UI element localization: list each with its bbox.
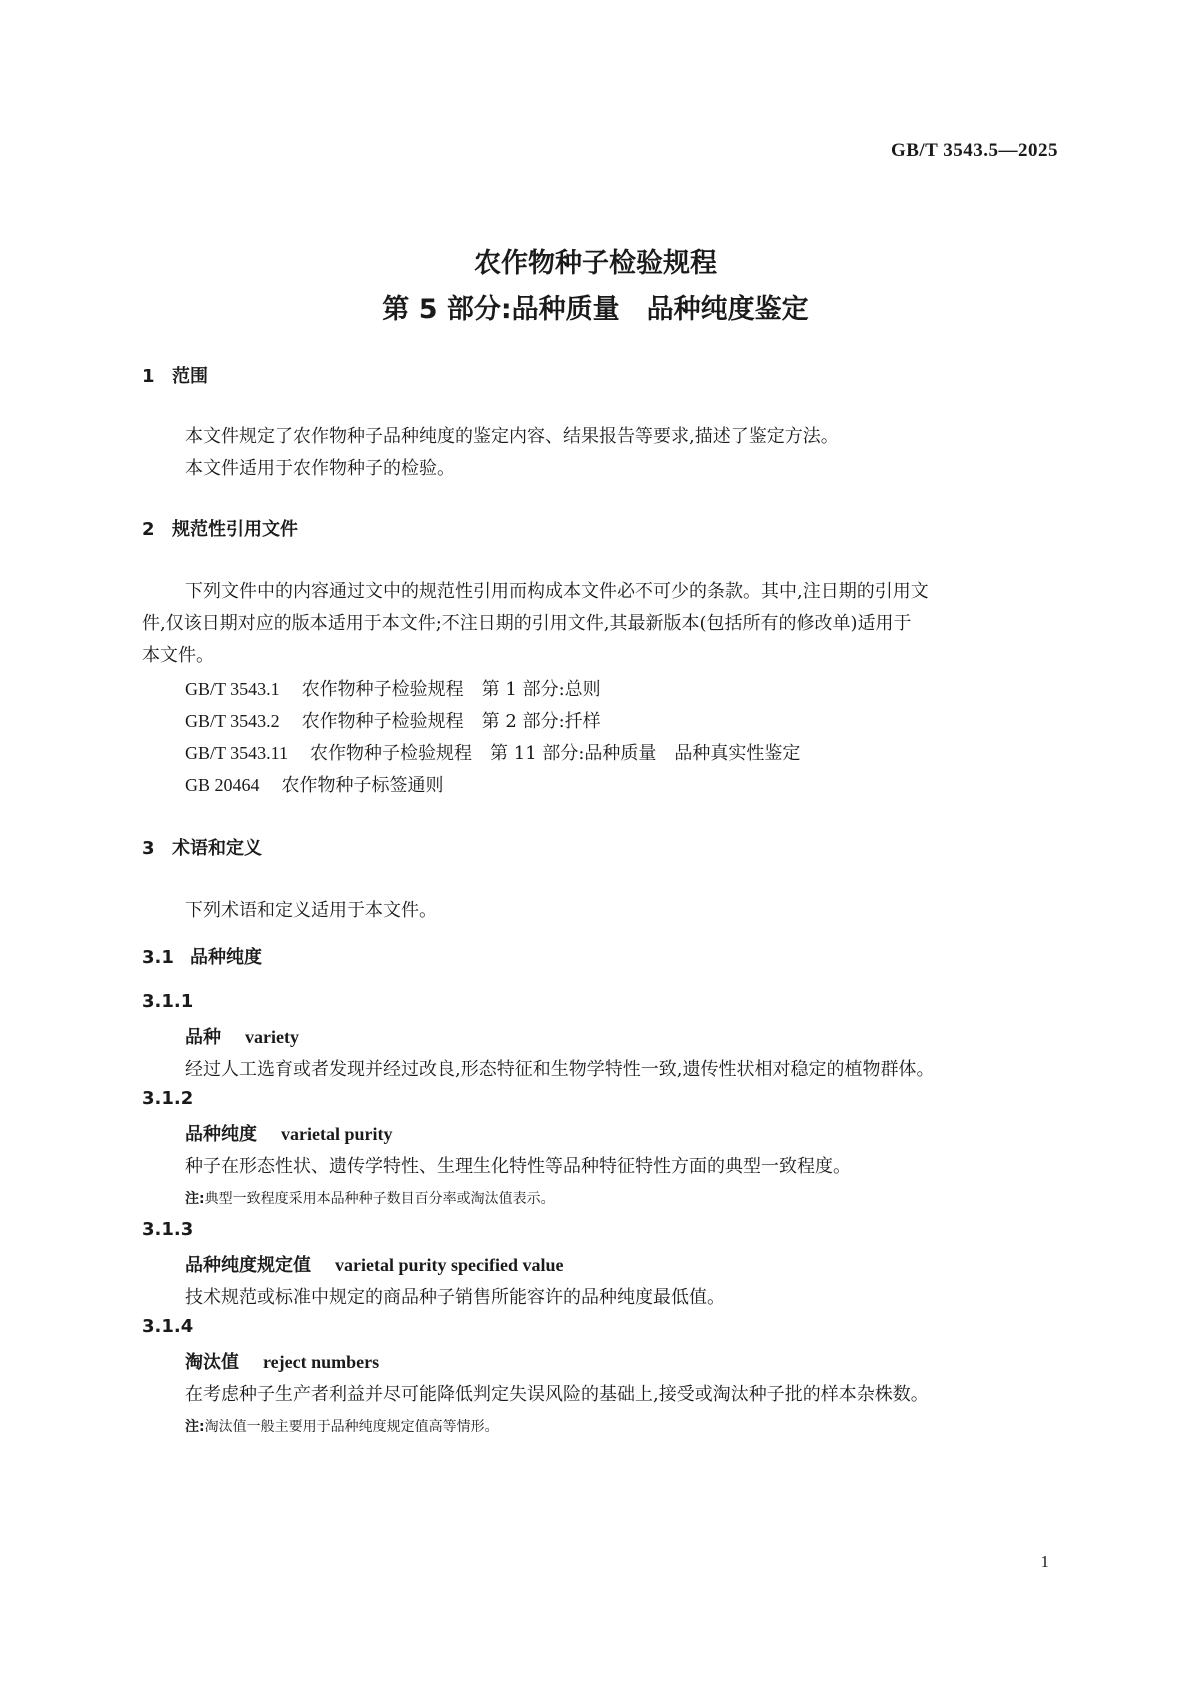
reference-code: GB/T 3543.2 — [185, 711, 280, 731]
term-english: varietal purity — [281, 1124, 393, 1144]
reference-code: GB/T 3543.1 — [185, 679, 280, 699]
section-title: 规范性引用文件 — [172, 519, 298, 540]
section-title: 范围 — [172, 366, 208, 387]
term-number: 3.1.1 — [142, 991, 194, 1012]
term-note — [185, 1416, 499, 1436]
section-number: 3 — [142, 838, 155, 859]
section-1-heading — [142, 362, 208, 388]
term-chinese: 品种纯度规定值 — [185, 1255, 311, 1276]
page-number: 1 — [1040, 1552, 1049, 1571]
term-entry — [185, 1251, 563, 1277]
term-english: varietal purity specified value — [335, 1255, 564, 1275]
paragraph: 本文件适用于农作物种子的检验。 — [185, 458, 455, 479]
standard-code: GB/T 3543.5—2025 — [890, 140, 1058, 161]
paragraph-continued: 本文件。 — [142, 645, 214, 666]
reference-title: 农作物种子检验规程 第 1 部分:总则 — [301, 679, 601, 700]
reference-code: GB 20464 — [185, 775, 260, 795]
term-number: 3.1.2 — [142, 1088, 194, 1109]
term-english: variety — [245, 1027, 299, 1047]
reference-code: GB/T 3543.11 — [185, 743, 289, 763]
term-definition: 在考虑种子生产者利益并尽可能降低判定失误风险的基础上,接受或淘汰种子批的样本杂株数。 — [185, 1384, 929, 1405]
term-entry — [185, 1023, 299, 1049]
note-label: 注: — [185, 1419, 205, 1435]
normative-reference — [185, 675, 601, 701]
reference-title: 农作物种子检验规程 第 2 部分:扦样 — [301, 711, 601, 732]
term-chinese: 品种 — [185, 1027, 221, 1048]
paragraph: 下列术语和定义适用于本文件。 — [185, 900, 437, 921]
subsection-number: 3.1 — [142, 947, 174, 968]
reference-title: 农作物种子检验规程 第 11 部分:品种质量 品种真实性鉴定 — [310, 743, 801, 764]
paragraph: 下列文件中的内容通过文中的规范性引用而构成本文件必不可少的条款。其中,注日期的引用文 — [185, 581, 929, 602]
title-line-1: 农作物种子检验规程 — [474, 248, 717, 279]
term-definition: 种子在形态性状、遗传学特性、生理生化特性等品种特征特性方面的典型一致程度。 — [185, 1156, 851, 1177]
term-chinese: 淘汰值 — [185, 1352, 239, 1373]
term-chinese: 品种纯度 — [185, 1124, 257, 1145]
reference-title: 农作物种子标签通则 — [281, 775, 444, 796]
note-text: 典型一致程度采用本品种种子数目百分率或淘汰值表示。 — [204, 1191, 555, 1207]
paragraph-continued: 件,仅该日期对应的版本适用于本文件;不注日期的引用文件,其最新版本(包括所有的修改单)适用于 — [142, 613, 912, 634]
normative-reference — [185, 771, 444, 797]
note-label: 注: — [185, 1191, 205, 1207]
subsection-title: 品种纯度 — [190, 947, 262, 968]
section-title: 术语和定义 — [172, 838, 262, 859]
term-english: reject numbers — [263, 1352, 380, 1372]
section-number: 2 — [142, 519, 155, 540]
paragraph: 本文件规定了农作物种子品种纯度的鉴定内容、结果报告等要求,描述了鉴定方法。 — [185, 426, 839, 447]
term-definition: 技术规范或标准中规定的商品种子销售所能容许的品种纯度最低值。 — [185, 1287, 725, 1308]
term-number: 3.1.4 — [142, 1316, 194, 1337]
normative-reference — [185, 739, 800, 765]
term-note — [185, 1188, 555, 1208]
term-entry — [185, 1348, 379, 1374]
title-line-2: 第 5 部分:品种质量 品种纯度鉴定 — [382, 294, 809, 325]
term-number: 3.1.3 — [142, 1219, 194, 1240]
subsection-3-1-heading — [142, 943, 262, 969]
term-entry — [185, 1120, 392, 1146]
section-number: 1 — [142, 366, 155, 387]
normative-reference — [185, 707, 601, 733]
section-2-heading — [142, 515, 298, 541]
section-3-heading — [142, 834, 262, 860]
term-definition: 经过人工选育或者发现并经过改良,形态特征和生物学特性一致,遗传性状相对稳定的植物群体。 — [185, 1059, 935, 1080]
note-text: 淘汰值一般主要用于品种纯度规定值高等情形。 — [204, 1419, 499, 1435]
